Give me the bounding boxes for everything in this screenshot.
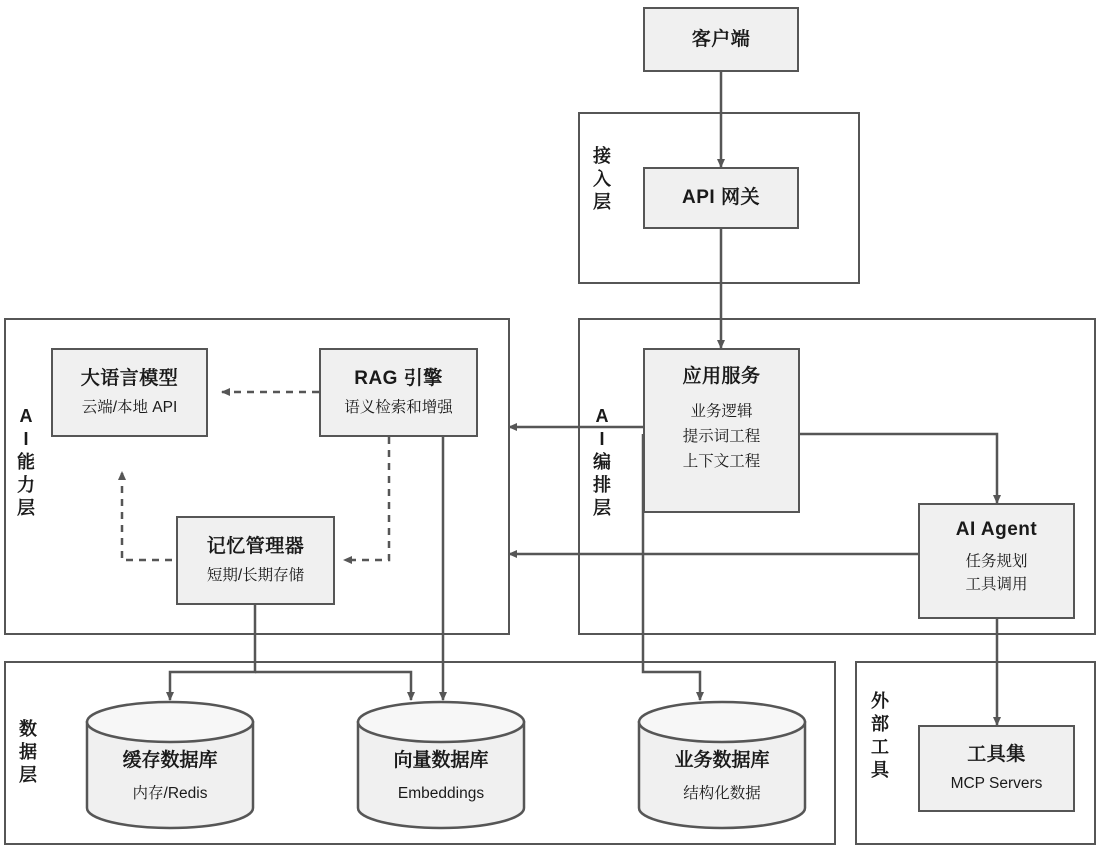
node-vector-database-title: 向量数据库	[393, 750, 489, 771]
node-ai-agent[interactable]	[918, 503, 1075, 619]
node-ai-agent-line-2: 工具调用	[965, 575, 1028, 593]
node-cache-database-subtitle: 内存/Redis	[132, 784, 208, 802]
group-ai-orchestration-layer-label: A I 编 排 层	[593, 406, 611, 519]
node-api-gateway-title: API 网关	[682, 187, 760, 209]
node-toolset-title: 工具集	[967, 743, 1026, 765]
vector-database-text	[356, 748, 526, 806]
node-vector-database[interactable]	[356, 700, 526, 830]
node-cache-database-title: 缓存数据库	[122, 750, 218, 771]
node-memory-manager-subtitle: 短期/长期存储	[206, 567, 305, 585]
node-toolset-subtitle: MCP Servers	[950, 775, 1043, 793]
node-rag-engine[interactable]	[319, 348, 478, 437]
node-rag-engine-title: RAG 引擎	[354, 367, 443, 389]
group-data-layer-label: 数 据 层	[19, 719, 37, 786]
node-business-database[interactable]	[637, 700, 807, 830]
node-llm[interactable]	[51, 348, 208, 437]
node-llm-title: 大语言模型	[80, 367, 179, 389]
node-business-database-subtitle: 结构化数据	[683, 784, 761, 802]
node-app-service-line-1: 业务逻辑	[690, 402, 753, 420]
node-memory-manager[interactable]	[176, 516, 335, 605]
node-business-database-title: 业务数据库	[674, 750, 770, 771]
business-database-text	[637, 748, 807, 806]
node-rag-engine-subtitle: 语义检索和增强	[344, 399, 453, 417]
node-app-service-line-3: 上下文工程	[682, 453, 761, 471]
node-ai-agent-line-1: 任务规划	[965, 552, 1028, 570]
node-client-title: 客户端	[691, 28, 751, 50]
node-ai-agent-title: AI Agent	[955, 519, 1038, 540]
node-client[interactable]	[643, 7, 799, 72]
node-app-service-title: 应用服务	[682, 366, 761, 387]
node-app-service[interactable]	[643, 348, 800, 513]
node-llm-subtitle: 云端/本地 API	[81, 399, 178, 417]
group-ai-capability-layer-label: A I 能 力 层	[17, 406, 35, 519]
node-vector-database-subtitle: Embeddings	[397, 784, 485, 802]
node-app-service-line-2: 提示词工程	[682, 427, 761, 445]
cache-database-text	[85, 748, 255, 806]
node-cache-database[interactable]	[85, 700, 255, 830]
group-external-tools-label: 外 部 工 具	[871, 691, 889, 781]
group-access-layer-label: 接 入 层	[593, 146, 611, 213]
node-api-gateway[interactable]	[643, 167, 799, 229]
node-toolset[interactable]	[918, 725, 1075, 812]
node-memory-manager-title: 记忆管理器	[206, 535, 305, 557]
